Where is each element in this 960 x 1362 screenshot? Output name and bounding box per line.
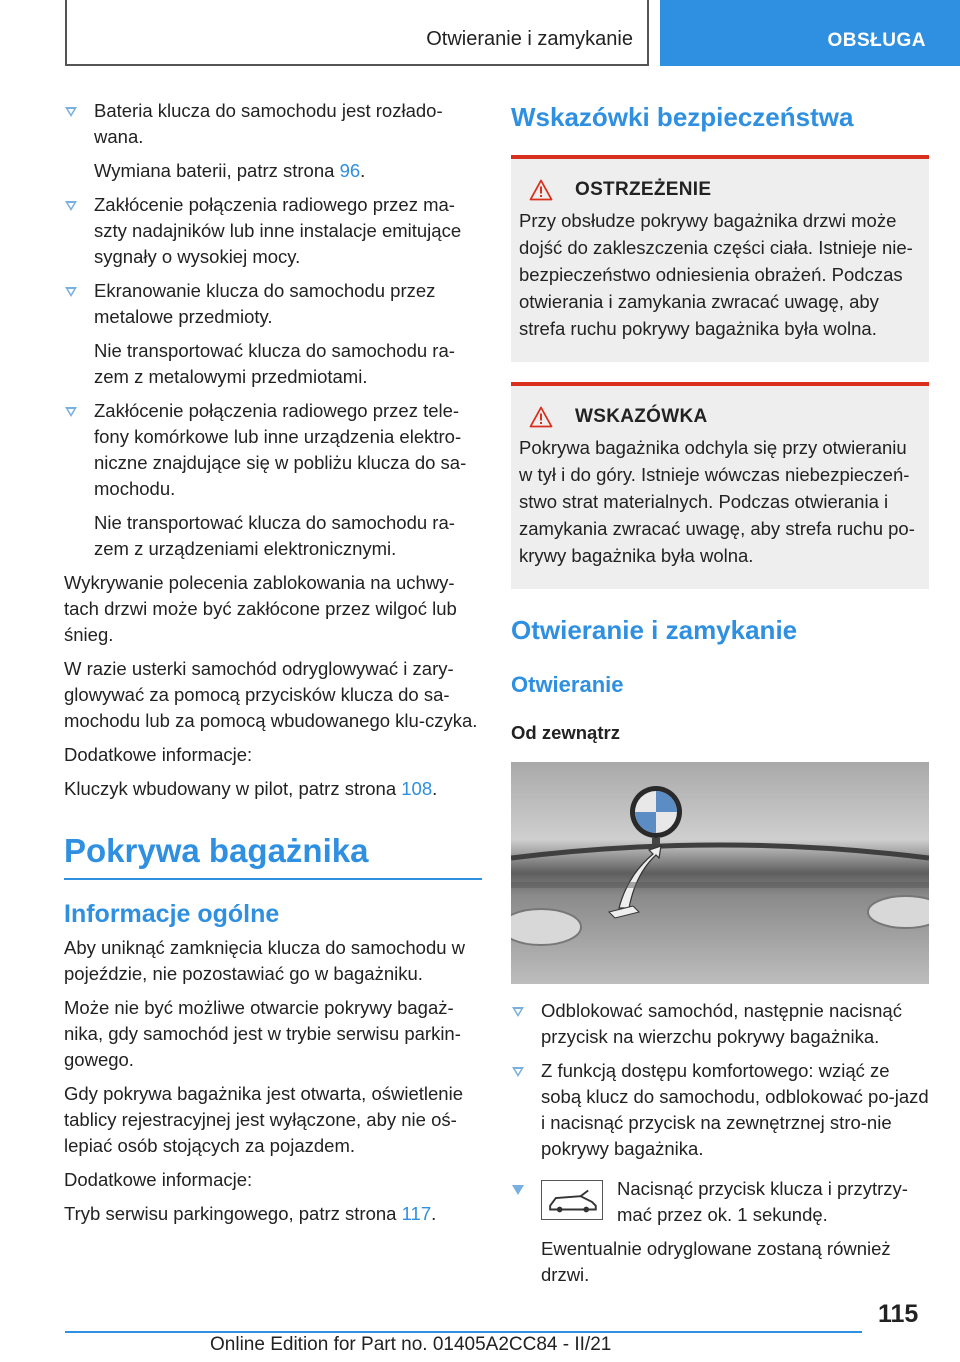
trunk-photo-illustration xyxy=(511,762,929,984)
list-item xyxy=(64,98,482,150)
bullet-triangle-icon xyxy=(65,201,77,211)
list-item-note xyxy=(64,158,482,184)
notice-box-header xyxy=(519,406,921,428)
page-number: 115 xyxy=(878,1300,919,1328)
list-item-text: Z funkcją dostępu komfortowego: wziąć ze sobą klucz do samochodu, odblokować po-jazd i nacisnąć przycisk na zewnętrznej stro-nie pokrywy bagażnika. xyxy=(541,1060,929,1159)
note-text: Wymiana baterii, patrz strona xyxy=(94,160,340,181)
key-trunk-button-icon xyxy=(541,1180,603,1220)
chapter-tab-label: OBSŁUGA xyxy=(827,30,926,51)
bullet-triangle-icon xyxy=(512,1185,524,1195)
list-item xyxy=(64,398,482,502)
notice-box xyxy=(511,382,929,589)
heading-trunk-lid: Pokrywa bagażnika xyxy=(64,832,482,880)
right-column xyxy=(511,98,929,1296)
paragraph: Może nie być możliwe otwarcie pokrywy bagaż-nika, gdy samochód jest w trybie serwisu parkin-gowego. xyxy=(64,997,461,1070)
paragraph: Gdy pokrywa bagażnika jest otwarta, oświetlenie tablicy rejestracyjnej jest wyłączone, aby nie oś-lepiać osób stojących za pojazdem. xyxy=(64,1083,463,1156)
paragraph: W razie usterki samochód odryglowywać i zary-glowywać za pomocą przycisków klucza do sa-mochodu lub za pomocą wbudowanego klu-czyka. xyxy=(64,658,478,731)
warning-triangle-icon xyxy=(529,406,553,428)
list-item xyxy=(511,1058,929,1162)
list-item xyxy=(511,1176,929,1228)
paragraph: Wykrywanie polecenia zablokowania na uchwy-tach drzwi może być zakłócone przez wilgoć lub śnieg. xyxy=(64,572,457,645)
warning-box xyxy=(511,155,929,362)
warning-triangle-icon xyxy=(529,179,553,201)
paragraph: Aby uniknąć zamknięcia klucza do samochodu w pojeździe, nie pozostawiać go w bagażniku. xyxy=(64,937,466,984)
bullet-triangle-icon xyxy=(512,1067,524,1077)
footer-divider xyxy=(65,1331,862,1333)
list-item xyxy=(64,192,482,270)
footer-edition: Online Edition for Part no. 01405A2CC84 - II/21 xyxy=(210,1334,612,1355)
heading-from-outside: Od zewnątrz xyxy=(511,722,620,743)
warning-text: Przy obsłudze pokrywy bagażnika drzwi może dojść do zakleszczenia części ciała. Istnieje nie-bezpieczeństwo odniesienia obrażeń. Podczas otwierania i zamykania zwracać uwagę, aby strefa ruchu pokrywy bagażnika była wolna. xyxy=(519,210,913,339)
paragraph xyxy=(64,1201,482,1227)
page-link-96[interactable]: 96 xyxy=(339,160,361,181)
paragraph xyxy=(64,776,482,802)
notice-title: WSKAZÓWKA xyxy=(575,406,708,427)
list-item-note: Nie transportować klucza do samochodu ra-zem z metalowymi przedmiotami. xyxy=(94,340,455,387)
list-item-text: Ekranowanie klucza do samochodu przez metalowe przedmioty. xyxy=(94,280,436,327)
bullet-triangle-icon xyxy=(65,107,77,117)
list-item-text: Nacisnąć przycisk klucza i przytrzy-mać przez ok. 1 sekundę. xyxy=(617,1178,908,1225)
heading-safety: Wskazówki bezpieczeństwa xyxy=(511,102,854,132)
list-item-text: Bateria klucza do samochodu jest rozłado-wana. xyxy=(94,100,443,147)
trunk-button-photo xyxy=(511,762,929,984)
heading-opening: Otwieranie xyxy=(511,672,624,697)
paragraph-end: . xyxy=(431,1203,437,1224)
bullet-triangle-icon xyxy=(512,1007,524,1017)
warning-title: OSTRZEŻENIE xyxy=(575,179,712,200)
header-section xyxy=(65,0,649,66)
page-link-117[interactable]: 117 xyxy=(401,1203,432,1224)
paragraph-text: Tryb serwisu parkingowego, patrz strona xyxy=(64,1203,402,1224)
bullet-triangle-icon xyxy=(65,287,77,297)
list-item-note: Ewentualnie odryglowane zostaną również drzwi. xyxy=(541,1238,891,1285)
list-item-text: Zakłócenie połączenia radiowego przez ma-szty nadajników lub inne instalacje emitujące sygnały o wysokiej mocy. xyxy=(94,194,462,267)
list-item-text: Zakłócenie połączenia radiowego przez tele-fony komórkowe lub inne urządzenia elektro-niczne znajdujące się w pobliżu klucza do sa-mochodu. xyxy=(94,400,467,499)
paragraph: Dodatkowe informacje: xyxy=(64,744,253,765)
bullet-triangle-icon xyxy=(65,407,77,417)
list-item xyxy=(64,278,482,330)
list-item-note: Nie transportować klucza do samochodu ra-zem z urządzeniami elektronicznymi. xyxy=(94,512,455,559)
paragraph-text: Kluczyk wbudowany w pilot, patrz strona xyxy=(64,778,402,799)
paragraph: Dodatkowe informacje: xyxy=(64,1169,253,1190)
list-item xyxy=(511,998,929,1050)
heading-general-info: Informacje ogólne xyxy=(64,900,280,928)
paragraph-end: . xyxy=(432,778,438,799)
left-column xyxy=(64,98,482,1235)
page-link-108[interactable]: 108 xyxy=(401,778,433,799)
list-item-text: Odblokować samochód, następnie nacisnąć przycisk na wierzchu pokrywy bagażnika. xyxy=(541,1000,902,1047)
note-end: . xyxy=(360,160,366,181)
heading-open-close: Otwieranie i zamykanie xyxy=(511,615,798,645)
chapter-tab[interactable] xyxy=(660,0,960,66)
warning-box-header xyxy=(519,179,921,201)
notice-text: Pokrywa bagażnika odchyla się przy otwieraniu w tył i do góry. Istnieje wówczas niebezpieczeń-stwo strat materialnych. Podczas otwierania i zamykania zwracać uwagę, aby strefa ruchu po-krywy bagażnika była wolna. xyxy=(519,437,915,566)
section-title: Otwieranie i zamykanie xyxy=(426,28,633,50)
